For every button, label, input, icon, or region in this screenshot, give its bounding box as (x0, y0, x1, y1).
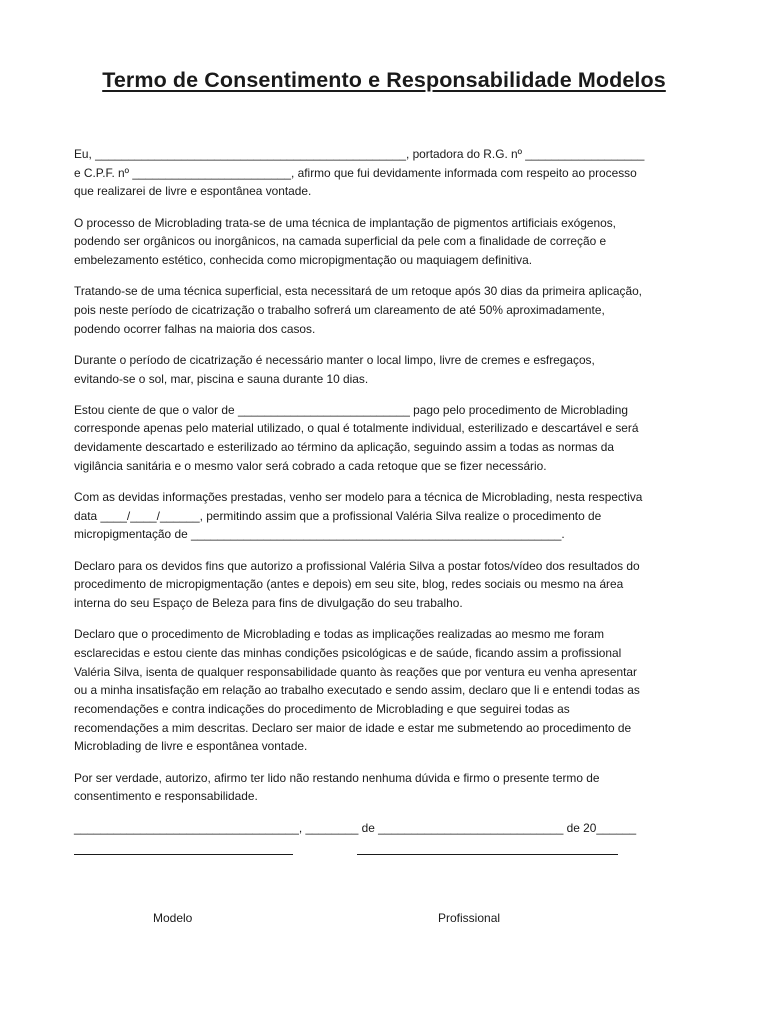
paragraph-line: procedimento de micropigmentação (antes e depois) em seu site, blog, redes sociais ou mesmo na área (74, 577, 624, 592)
paragraph-line: corresponde apenas pelo material utilizado, o qual é totalmente individual, esterilizado e descartável e será (74, 421, 639, 436)
paragraph-line: Microblading de livre e espontânea vontade. (74, 739, 308, 754)
signature-label-profissional: Profissional (438, 911, 501, 925)
document-paragraph (74, 145, 704, 201)
paragraph-line: Durante o período de cicatrização é necessário manter o local limpo, livre de cremes e esfregaços, (74, 352, 595, 367)
paragraph-line: data ____/____/______, permitindo assim que a profissional Valéria Silva realize o procedimento de (74, 508, 602, 523)
paragraph-line: micropigmentação de ________________________________________________________. (74, 527, 565, 542)
paragraph-line: ou a minha insatisfação em relação ao trabalho executado e sendo assim, declaro que li e entendi todas as (74, 683, 640, 698)
document-paragraph (74, 769, 704, 806)
paragraph-line: embelezamento estético, conhecida como micropigmentação ou maquiagem definitiva. (74, 253, 533, 268)
paragraph-line: Com as devidas informações prestadas, venho ser modelo para a técnica de Microblading, nesta respectiva (74, 490, 643, 505)
paragraph-line: interna do seu Espaço de Beleza para fins de divulgação do seu trabalho. (74, 596, 463, 611)
paragraph-line: Por ser verdade, autorizo, afirmo ter lido não restando nenhuma dúvida e firmo o presente termo de (74, 770, 600, 785)
document-paragraph (74, 557, 704, 613)
paragraph-line: recomendações e contra indicações do procedimento de Microblading e que seguirei todas as (74, 702, 570, 717)
signature-label-modelo: Modelo (153, 911, 193, 925)
document-body (74, 145, 704, 850)
document-paragraph (74, 214, 704, 270)
paragraph-line: Estou ciente de que o valor de __________________________ pago pelo procedimento de Microblading (74, 402, 629, 417)
document-title: Termo de Consentimento e Responsabilidade Modelos (102, 68, 666, 92)
paragraph-line: podendo ocorrer falhas na maioria dos casos. (74, 321, 316, 336)
signature-line-modelo (74, 854, 293, 855)
paragraph-line: esclarecidas e estou ciente das minhas condições psicológicas e de saúde, ficando assim a profissional (74, 645, 622, 660)
document-paragraph (74, 625, 704, 756)
paragraph-line: __________________________________, ________ de ____________________________ de 20______ (74, 820, 637, 835)
paragraph-line: O processo de Microblading trata-se de uma técnica de implantação de pigmentos artificiais exógenos, (74, 215, 616, 230)
paragraph-line: pois neste período de cicatrização o trabalho sofrerá um clareamento de até 50% aproximadamente, (74, 302, 605, 317)
paragraph-line: vigilância sanitária e o mesmo valor será cobrado a cada retoque que se fizer necessário. (74, 458, 547, 473)
paragraph-line: evitando-se o sol, mar, piscina e sauna durante 10 dias. (74, 371, 369, 386)
signature-line-profissional (357, 854, 618, 855)
paragraph-line: Declaro que o procedimento de Microblading e todas as implicações realizadas ao mesmo me foram (74, 627, 605, 642)
paragraph-line: e C.P.F. nº ________________________, afirmo que fui devidamente informada com respeito ao processo (74, 165, 637, 180)
document-paragraph (74, 401, 704, 476)
paragraph-line: consentimento e responsabilidade. (74, 789, 258, 804)
paragraph-line: devidamente descartado e esterilizado ao término da aplicação, seguindo assim a todas as normas da (74, 440, 615, 455)
paragraph-line: Tratando-se de uma técnica superficial, esta necessitará de um retoque após 30 dias da primeira aplicação, (74, 284, 642, 299)
paragraph-line: Eu, _______________________________________________, portadora do R.G. nº __________________ (74, 147, 645, 161)
paragraph-line: Declaro para os devidos fins que autorizo a profissional Valéria Silva a postar fotos/vídeo dos resultados do (74, 558, 640, 573)
paragraph-line: que realizarei de livre e espontânea vontade. (74, 184, 312, 199)
paragraph-line: podendo ser orgânicos ou inorgânicos, na camada superficial da pele com a finalidade de correção e (74, 234, 607, 249)
document-paragraph (74, 351, 704, 388)
document-paragraph (74, 819, 704, 838)
paragraph-line: recomendações a mim descritas. Declaro ser maior de idade e estar me submetendo ao procedimento de (74, 720, 632, 735)
document-paragraph (74, 282, 704, 338)
paragraph-line: Valéria Silva, isenta de qualquer responsabilidade quanto às reações que por ventura eu venha apresentar (74, 664, 637, 679)
document-paragraph (74, 488, 704, 544)
